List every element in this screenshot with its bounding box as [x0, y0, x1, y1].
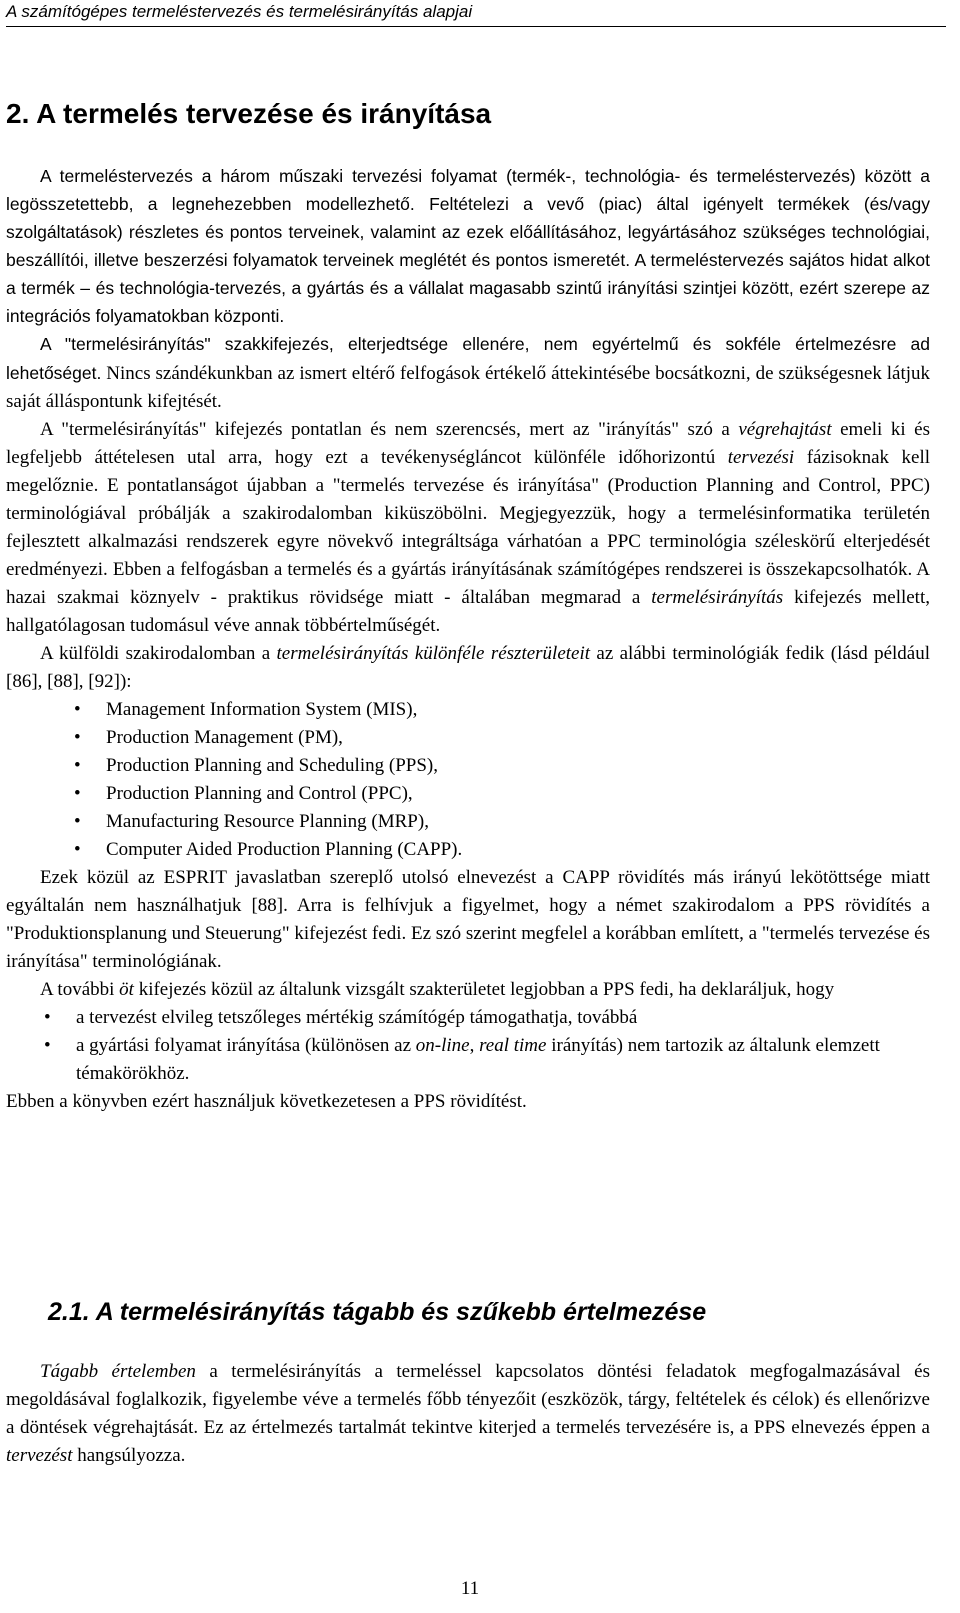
- paragraph-ppc: [6, 416, 930, 640]
- paragraph-termelesiranyitas-def: [6, 330, 930, 416]
- list-item: • Manufacturing Resource Planning (MRP),: [6, 808, 930, 836]
- list-item: • Production Management (PM),: [6, 724, 930, 752]
- text-span: A "termelésirányítás" kifejezés pontatlan és nem szerencsés, mert az "irányítás" szó a: [40, 419, 739, 440]
- running-header: A számítógépes termeléstervezés és termelésirányítás alapjai: [6, 2, 946, 27]
- list-item: • Production Planning and Scheduling (PPS),: [6, 752, 930, 780]
- chapter-title: 2. A termelés tervezése és irányítása: [6, 98, 492, 129]
- paragraph-conclusion: Ebben a könyvben ezért használjuk következetesen a PPS rövidítést.: [6, 1091, 527, 1112]
- paragraph-terminology: [6, 640, 930, 696]
- text-span: hangsúlyozza.: [72, 1445, 186, 1466]
- text-span: irányítás) nem tartozik az általunk elemzett témakörökhöz.: [76, 1035, 880, 1084]
- list-item: • Computer Aided Production Planning (CAPP).: [6, 836, 930, 864]
- text-span: a termelésirányítás a termeléssel kapcsolatos döntési feladatok megfogalmazásával és megoldásával foglalkozik, figyelembe véve a termelés főbb tényezőit (eszközök, tárgy, feltételek és célok) és ellenőrizve a döntések végrehajtását. Ez az értelmezés tartalmát tekintve kiterjed a termelés tervezésére is, a PPS elnevezés éppen a: [6, 1361, 930, 1438]
- emphasis: on-line: [415, 1035, 470, 1056]
- emphasis: Tágabb értelemben: [40, 1361, 196, 1382]
- emphasis: termelésirányítás különféle részterületeit: [276, 643, 591, 664]
- terminology-list: [6, 696, 930, 864]
- section-title: 2.1. A termelésirányítás tágabb és szűkebb értelmezése: [48, 1298, 707, 1326]
- main-text: [6, 162, 930, 1116]
- emphasis: végrehajtást: [738, 419, 832, 440]
- text-span: kifejezés közül az általunk vizsgált szakterületet legjobban a PPS fedi, ha deklaráljuk, hogy: [133, 979, 835, 1000]
- emphasis: real time: [479, 1035, 547, 1056]
- text-span: fázisoknak kell megelőznie. E pontatlanságot újabban a "termelés tervezése és irányítása" (Production Planning and Control, PPC) terminológiával próbálják a szakirodalomban kiküszöbölni. Megjegyezzük, hogy a termelésinformatika területén fejlesztett alkalmazási rendszerek egyre növekvő integráltsága várhatóan a PPC terminológia széleskörű elterjedését eredményezi. Ebben a felfogásban a termelés és a gyártás irányításának számítógépes rendszerei is összekapcsolhatók. A hazai szakmai köznyelv - praktikus rövidsége miatt - általában megmarad a: [6, 447, 931, 608]
- list-item: • Management Information System (MIS),: [6, 696, 930, 724]
- text-span: a gyártási folyamat irányítása (különösen az: [76, 1035, 416, 1056]
- list-item: [6, 1032, 930, 1088]
- page-number: 11: [460, 1578, 480, 1599]
- text-span: A külföldi szakirodalomban a: [40, 643, 277, 664]
- text-span: emeli ki és legfeljebb áttételesen utal arra, hogy ezt a tevékenységláncot különféle időhorizontú: [6, 419, 930, 468]
- emphasis: öt: [119, 979, 134, 1000]
- paragraph-serif-part: Nincs szándékunkban az ismert eltérő felfogások értékelő áttekintésébe bocsátkozni, de szükségesnek látjuk saját álláspontunk kifejtését.: [6, 363, 930, 412]
- emphasis: termelésirányítás: [651, 587, 784, 608]
- paragraph-capp: Ezek közül az ESPRIT javaslatban szereplő utolsó elnevezést a CAPP rövidítés más irányú lekötöttsége miatt egyáltalán nem használhatjuk [88]. Arra is felhívjuk a figyelmet, hogy a német szakirodalom a PPS rövidítés a "Produktionsplanung und Steuerung" kifejezést fedi. Ez szó szerint megfelel a korábban említett, a "termelés tervezése és irányítása" terminológiának.: [6, 867, 930, 972]
- text-span: A további: [40, 979, 120, 1000]
- list-item: • Production Planning and Control (PPC),: [6, 780, 930, 808]
- text-span: kifejezés mellett, hallgatólagosan tudomásul véve annak többértelműségét.: [6, 587, 930, 636]
- text-span: az alábbi terminológiák fedik (lásd például [86], [88], [92]):: [6, 643, 931, 692]
- emphasis: tervezést: [6, 1445, 73, 1466]
- list-item: • a tervezést elvileg tetszőleges mértékig számítógép támogathatja, továbbá: [6, 1004, 930, 1032]
- paragraph-pps: [6, 976, 930, 1004]
- intro-paragraph: A termeléstervezés a három műszaki tervezési folyamat (termék-, technológia- és termeléstervezés) között a legösszetettebb, a legnehezebben modellezhető. Feltételezi a vevő (piac) által igényelt termékek (és/vagy szolgáltatások) részletes és pontos terveinek, valamint az ezek előállításához, legyártásához szükséges technológiai, beszállítói, illetve beszerzési folyamatok terveinek meglétét és pontos ismeretét. A termeléstervezés sajátos hidat alkot a termék – és technológia-tervezés, a gyártás és a vállalat magasabb szintű irányítási szintjei között, ezért szerepe az integrációs folyamatokban központi.: [6, 166, 930, 326]
- pps-conditions-list: [6, 1004, 930, 1088]
- paragraph-broad-sense: [6, 1358, 930, 1470]
- paragraph-sans-part: A "termelésirányítás" szakkifejezés, elterjedtsége ellenére, nem egyértelmű és sokféle értelmezésre ad lehetőséget.: [6, 334, 930, 383]
- section-text: [6, 1358, 930, 1470]
- emphasis: tervezési: [727, 447, 795, 468]
- text-span: ,: [469, 1035, 480, 1056]
